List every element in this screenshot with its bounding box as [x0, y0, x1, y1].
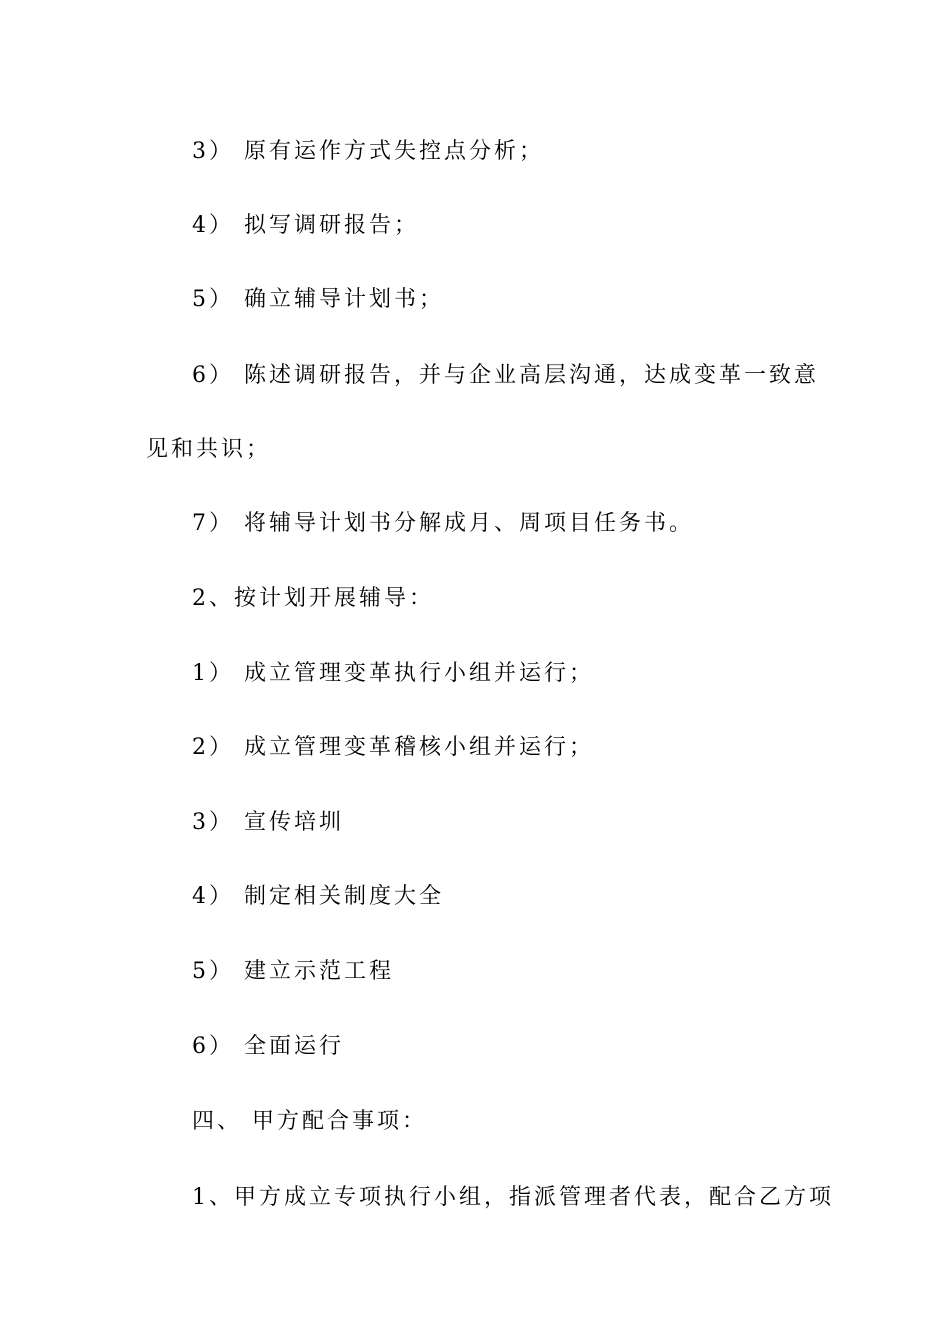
list-item: 3） 原有运作方式失控点分析； [192, 139, 544, 164]
list-item: 7） 将辅导计划书分解成月、周项目任务书。 [192, 511, 694, 536]
paragraph: 1、甲方成立专项执行小组，指派管理者代表，配合乙方项 [192, 1185, 834, 1210]
list-item: 1） 成立管理变革执行小组并运行； [192, 661, 594, 686]
section-heading: 四、 甲方配合事项： [192, 1109, 427, 1134]
list-item: 6） 陈述调研报告，并与企业高层沟通，达成变革一致意 [192, 363, 819, 388]
list-item: 6） 全面运行 [192, 1034, 344, 1059]
list-item: 4） 制定相关制度大全 [192, 884, 444, 909]
list-item: 3） 宣传培圳 [192, 810, 344, 835]
section-heading: 2、按计划开展辅导： [192, 586, 434, 611]
list-item-continuation: 见和共识； [146, 437, 272, 462]
list-item: 4） 拟写调研报告； [192, 213, 419, 238]
list-item: 2） 成立管理变革稽核小组并运行； [192, 735, 594, 760]
list-item: 5） 确立辅导计划书； [192, 287, 444, 312]
list-item: 5） 建立示范工程 [192, 959, 394, 984]
